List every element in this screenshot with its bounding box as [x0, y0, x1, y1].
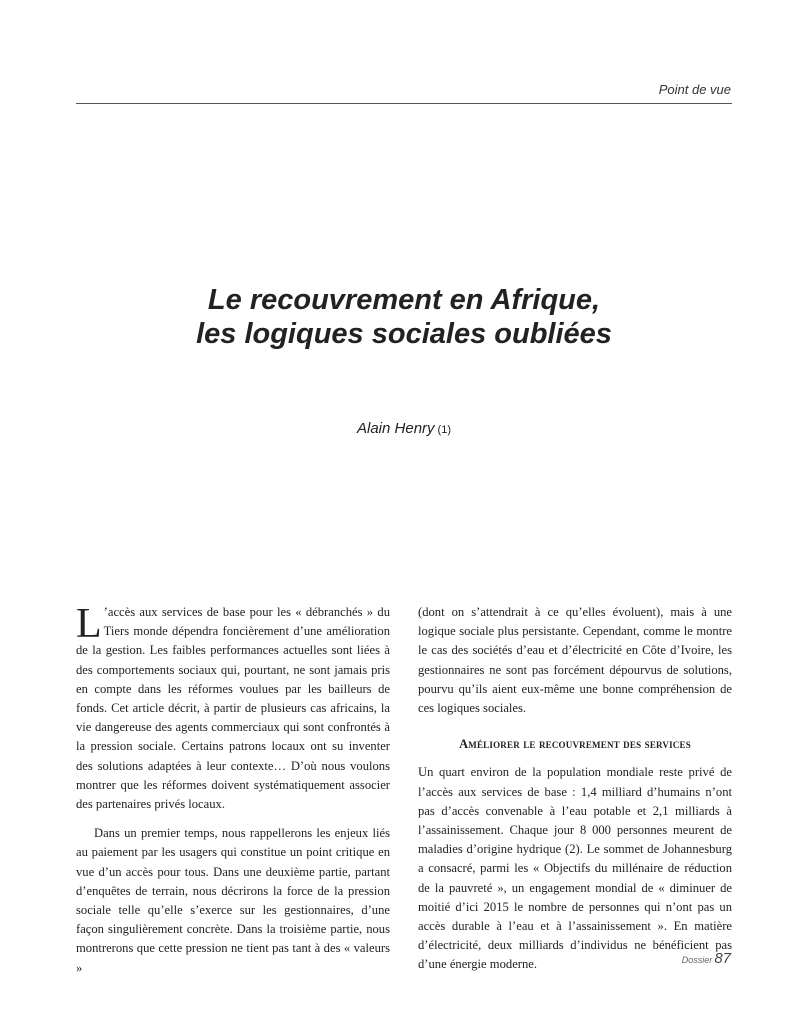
author-name: Alain Henry [357, 420, 435, 437]
author-byline [76, 420, 732, 437]
right-paragraph-1: (dont on s’attendrait à ce qu’elles évoluent), mais à une logique sociale plus persistante. Cependant, comme le montre le cas des sociétés d’eau et d’électricité en Côte d’Ivoire, les gestionnaires ne sont pas forcément dépourvus de solutions, pourvu qu’ils aient eux-même une bonne compréhension de ces logiques sociales. [418, 605, 732, 716]
page-footer [682, 950, 731, 968]
author-footnote-ref: (1) [437, 424, 451, 436]
left-paragraph-2: Dans un premier temps, nous rappellerons les enjeux liés au paiement par les usagers qui constitue un point critique en vue d’un accès pour tous. Dans une deuxième partie, partant d’enquêtes de terrain, nous décrirons la force de la pression sociale telle qu’elle s’exerce sur les gestionnaires, d’une façon singulièrement concrète. Dans la troisième partie, nous montrerons que cette pression ne tient pas tant à des « valeurs » [76, 826, 390, 975]
left-paragraph-1 [76, 603, 390, 814]
header-rule [76, 103, 732, 104]
title-line-1: Le recouvrement en Afrique, [207, 284, 601, 316]
left-paragraph-1-text: ’accès aux services de base pour les « débranchés » du Tiers monde dépendra foncièrement d’une amélioration de la gestion. Les faibles performances actuelles sont liées à des comportements sociaux qui, pourtant, ne sont jamais pris en compte dans les réformes voulues par les bailleurs de fonds. Cet article décrit, à partir de plusieurs cas africains, la vie dangereuse des agents commerciaux qui sont confrontés à la pression sociale. Certains patrons locaux ont su inventer des solutions adaptées à leur contexte… D’où nous voulons montrer que les réformes doivent systématiquement associer des partenaires privés locaux. [76, 605, 390, 812]
section-heading: Améliorer le recouvrement des services [459, 737, 691, 752]
left-column [76, 603, 390, 978]
page-number: 87 [714, 950, 731, 967]
running-header: Point de vue [658, 82, 731, 97]
drop-cap: L [76, 601, 102, 647]
article-title [76, 283, 732, 351]
right-column [418, 603, 732, 975]
title-line-2: les logiques sociales oubliées [196, 318, 612, 350]
footer-dossier-label: Dossier [681, 955, 713, 965]
right-paragraph-2: Un quart environ de la population mondiale reste privé de l’accès aux services de base : 1,4 milliard d’humains n’ont pas d’accès convenable à l’eau potable et 2,1 milliards à l’assainissement. Chaque jour 8 000 personnes meurent de maladies d’origine hydrique (2). Le sommet de Johannesburg a consacré, parmi les « Objectifs du millénaire de réduction de la pauvreté », un engagement mondial de « diminuer de moitié d’ici 2015 le nombre de personnes qui n’ont pas un accès durable à l’eau et à l’assainissement ». En matière d’électricité, deux milliards d’individus ne bénéficient pas d’une énergie moderne. [418, 765, 732, 972]
